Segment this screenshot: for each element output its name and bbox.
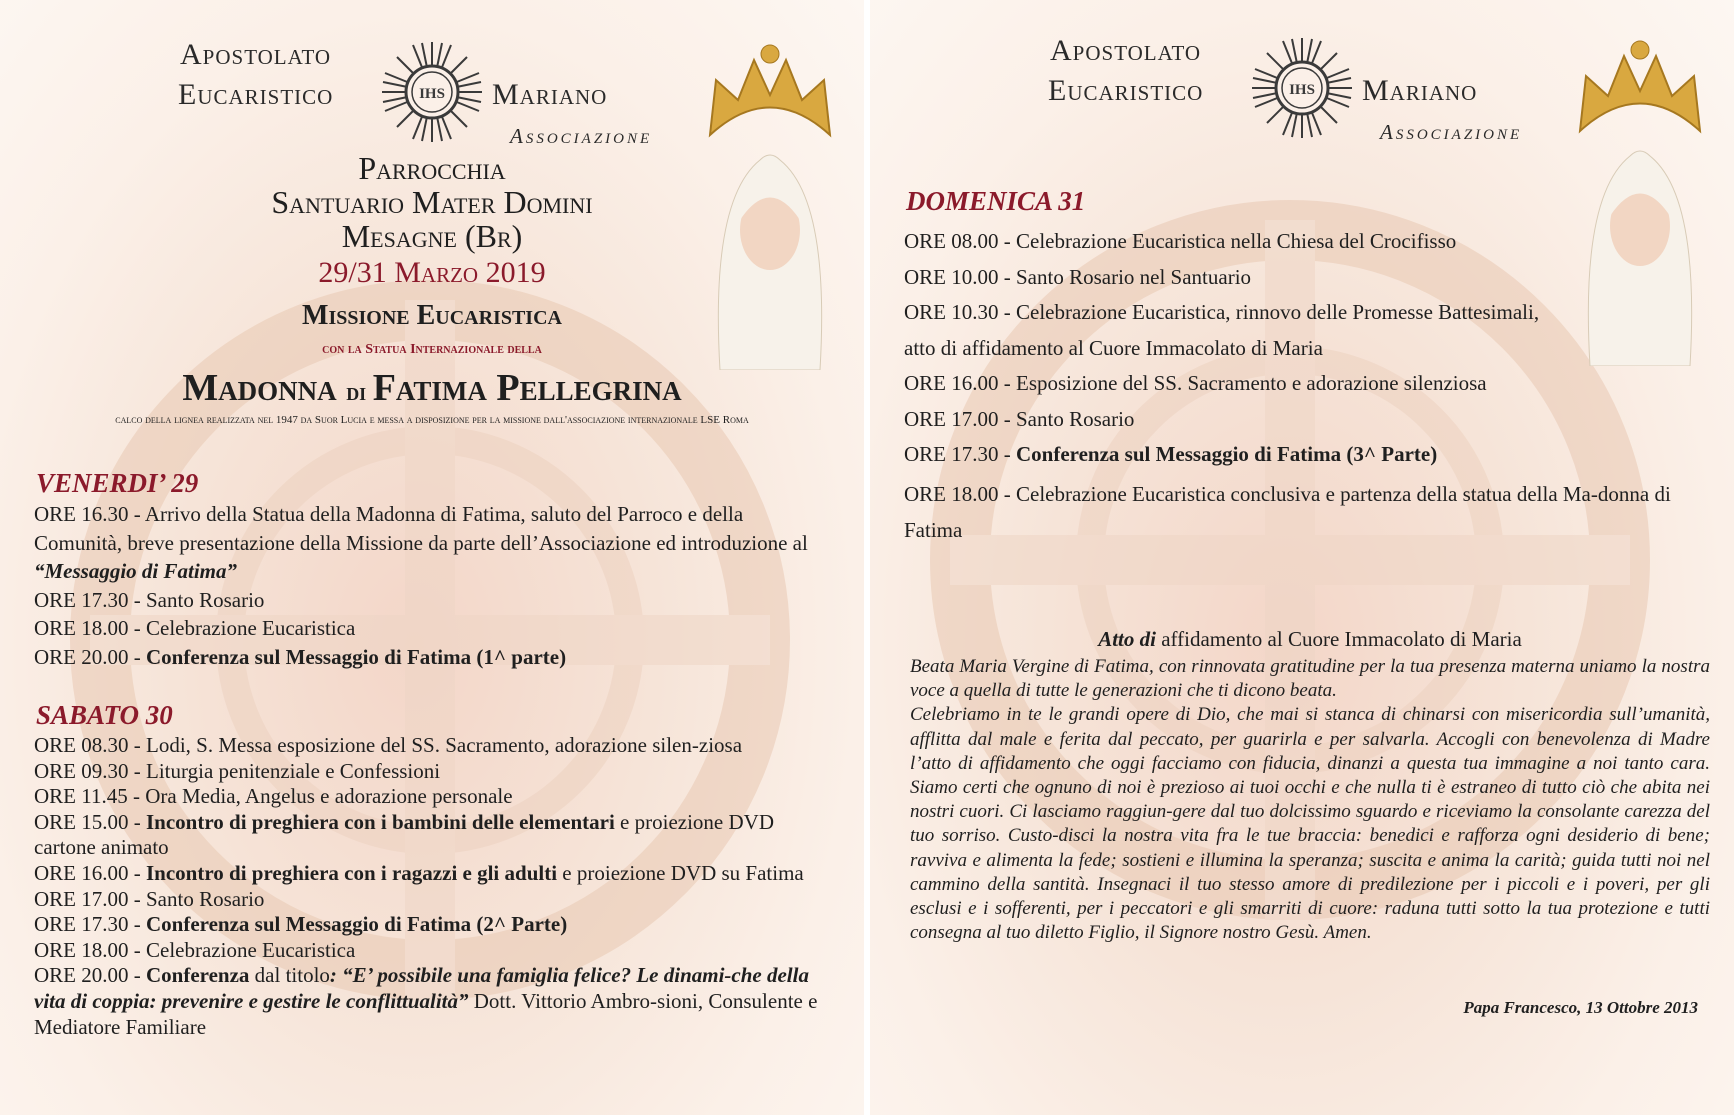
logo-text-associazione: Associazione (510, 124, 653, 148)
logo-text-apostolato: Apostolato (180, 38, 332, 71)
madonna-title: Madonna di Fatima Pellegrina (182, 367, 682, 409)
list-item: ORE 17.30 - Conferenza sul Messaggio di Fatima (2^ Parte) (34, 912, 568, 937)
list-item: ORE 17.30 - Santo Rosario (34, 587, 265, 612)
list-item: ORE 16.30 - Arrivo della Statua della Madonna di Fatima, saluto del Parroco e della Comunità, breve presentazione della Missione da parte dell’Associazione ed introduzione al “Messaggio di Fatima” (34, 502, 808, 583)
right-flyer-page (870, 0, 1734, 1115)
list-item: ORE 16.00 - Esposizione del SS. Sacramento e adorazione silenziosa (904, 371, 1487, 395)
ihs-monogram: IHS (1289, 82, 1315, 98)
list-item: ORE 20.00 - Conferenza dal titolo: “E’ possibile una famiglia felice? Le dinami-che della vita di coppia: prevenire e gestire le conflittualità” Dott. Vittorio Ambro-sioni, Consulente e Mediatore Familiare (34, 963, 818, 1039)
list-item: ORE 15.00 - Incontro di preghiera con i bambini delle elementari e proiezione DVD cartone animato (34, 809, 774, 860)
left-flyer-page (0, 0, 864, 1115)
list-item: ORE 09.30 - Liturgia penitenziale e Confessioni (34, 758, 441, 783)
list-item: ORE 18.00 - Celebrazione Eucaristica conclusiva e partenza della statua della Ma-donna di Fatima (904, 482, 1671, 542)
logo-text-mariano: Mariano (1362, 74, 1478, 107)
list-item: ORE 16.00 - Incontro di preghiera con i ragazzi e gli adulti e proiezione DVD su Fatima (34, 860, 804, 885)
parish-heading: Parrocchia (358, 150, 506, 186)
list-item: ORE 08.00 - Celebrazione Eucaristica nella Chiesa del Crocifisso (904, 229, 1457, 253)
sunday-heading: DOMENICA 31 (906, 186, 1086, 216)
friday-schedule (34, 500, 834, 671)
logo-text-apostolato: Apostolato (1050, 34, 1202, 67)
ihs-monogram: IHS (419, 86, 445, 102)
saturday-schedule (34, 733, 834, 1040)
statue-intro-text: con la Statua Internazionale della (322, 342, 542, 357)
crown-icon (1580, 56, 1700, 131)
list-item: ORE 11.45 - Ora Media, Angelus e adorazione personale (34, 784, 513, 809)
sunday-schedule-final (904, 477, 1704, 548)
list-item: ORE 08.30 - Lodi, S. Messa esposizione del SS. Sacramento, adorazione silen-ziosa (34, 733, 743, 757)
prayer-text (910, 655, 1710, 945)
crown-icon (710, 60, 830, 135)
ihs-sunburst-icon (378, 38, 486, 146)
list-item: ORE 20.00 - Conferenza sul Messaggio di Fatima (1^ parte) (34, 644, 567, 669)
list-item: ORE 18.00 - Celebrazione Eucaristica (34, 937, 356, 962)
saturday-heading: SABATO 30 (36, 700, 173, 730)
madonna-statue-image (1560, 36, 1720, 366)
list-item: ORE 17.00 - Santo Rosario (904, 406, 1135, 431)
prayer-title: Atto di affidamento al Cuore Immacolato di Maria (1098, 627, 1522, 651)
list-item: ORE 10.30 - Celebrazione Eucaristica, rinnovo delle Promesse Battesimali, atto di affidamento al Cuore Immacolato di Maria (904, 300, 1540, 360)
prayer-signature: Papa Francesco, 13 Ottobre 2013 (1463, 998, 1698, 1017)
statue-note: calco della lignea realizzata nel 1947 da Suor Lucia e messa a disposizione per la missione dall'associazione internazionale LSE Roma (115, 414, 749, 426)
mission-title: Missione Eucaristica (302, 300, 562, 331)
logo-text-eucaristico: Eucaristico (178, 78, 334, 111)
sunday-schedule (904, 224, 1572, 473)
event-dates: 29/31 Marzo 2019 (318, 256, 546, 289)
logo-text-eucaristico: Eucaristico (1048, 74, 1204, 107)
list-item: ORE 17.30 - Conferenza sul Messaggio di Fatima (3^ Parte) (904, 442, 1438, 466)
friday-heading: VENERDI’ 29 (36, 468, 199, 498)
prayer-paragraph-2: Celebriamo in te le grandi opere di Dio, che mai si stanca di chinarsi con misericordia sull’umanità, afflitta dal male e ferita dal peccato, per guarirla e per salvarla. Accogli con benevolenza di Madre l’atto di affidamento che oggi facciamo con fiducia, dinanzi a questa tua immagine a noi tanto cara. Siamo certi che ognuno di noi è prezioso ai tuoi occhi e che nulla ti è estraneo di tutto ciò che abita nei nostri cuori. Ci lasciamo raggiun-gere dal tuo dolcissimo sguardo e riceviamo la consolante carezza del tuo sorriso. Custo-disci la nostra vita fra le tue braccia: benedici e rafforza ogni desiderio di bene; ravviva e alimenta la fede; sostieni e illumina la speranza; suscita e anima la carità; guida tutti noi nel cammino della santità. Insegnaci il tuo stesso amore di predilezione per i piccoli e i poveri, per gli esclusi e i sofferenti, per i peccatori e gli smarriti di cuore: raduna tutti sotto la tua protezione e tutti consegna al tuo diletto Figlio, il Signore nostro Gesù. Amen. (910, 704, 1710, 944)
list-item: ORE 18.00 - Celebrazione Eucaristica (34, 616, 356, 640)
list-item: ORE 10.00 - Santo Rosario nel Santuario (904, 264, 1252, 289)
list-item: ORE 17.00 - Santo Rosario (34, 886, 265, 911)
logo-text-mariano: Mariano (492, 78, 608, 111)
sanctuary-heading: Santuario Mater Domini (271, 184, 593, 220)
town-heading: Mesagne (Br) (341, 218, 523, 254)
ihs-sunburst-icon (1248, 34, 1356, 142)
prayer-paragraph-1: Beata Maria Vergine di Fatima, con rinnovata gratitudine per la tua presenza materna uniamo la nostra voce a quella di tutte le generazioni che ti dicono beata. (910, 656, 1710, 702)
logo-text-associazione: Associazione (1380, 120, 1523, 144)
